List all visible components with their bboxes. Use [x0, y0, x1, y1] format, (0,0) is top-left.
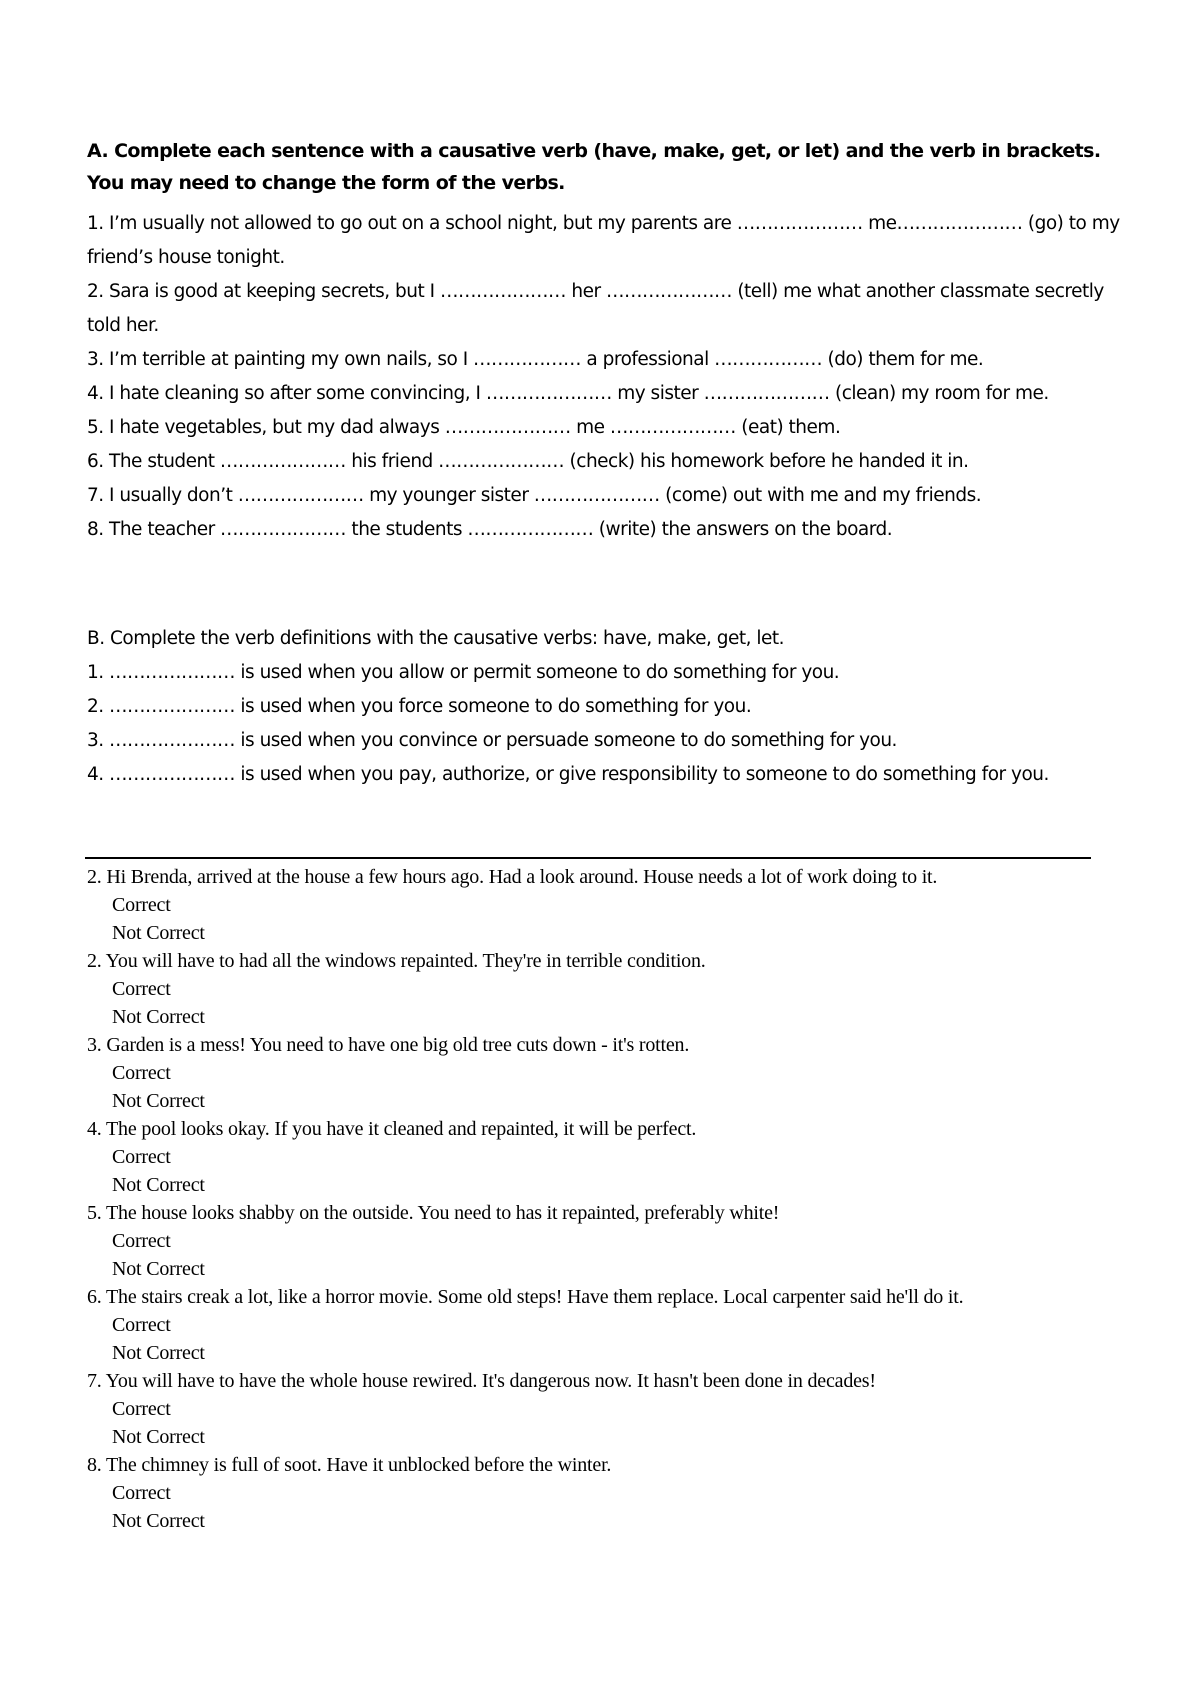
section-a-title-line-1: A. Complete each sentence with a causative verb (have, make, get, or let) and the verb in brackets. — [87, 140, 1101, 162]
option-not-correct[interactable]: Not Correct — [112, 1258, 205, 1280]
option-not-correct[interactable]: Not Correct — [112, 1510, 205, 1532]
section-b-title: B. Complete the verb definitions with the causative verbs: have, make, get, let. — [87, 628, 785, 649]
option-not-correct[interactable]: Not Correct — [112, 1006, 205, 1028]
section-a-question: 2. Sara is good at keeping secrets, but I ………………… her ………………… (tell) me what another classmate secretly told her. — [87, 281, 1104, 336]
option-not-correct[interactable]: Not Correct — [112, 1426, 205, 1448]
option-not-correct[interactable]: Not Correct — [112, 1342, 205, 1364]
quiz-sentence: 2. Hi Brenda, arrived at the house a few hours ago. Had a look around. House needs a lot of work doing to it. — [87, 866, 938, 888]
quiz-sentence: 6. The stairs creak a lot, like a horror movie. Some old steps! Have them replace. Local carpenter said he'll do it. — [87, 1286, 964, 1308]
section-a-question: 6. The student ………………… his friend ………………… (check) his homework before he handed it in. — [87, 451, 969, 472]
section-a-question-list — [87, 207, 1127, 547]
option-correct[interactable]: Correct — [112, 1398, 171, 1420]
option-not-correct[interactable]: Not Correct — [112, 1090, 205, 1112]
quiz-item — [87, 1199, 1107, 1283]
quiz-item — [87, 863, 1107, 947]
quiz-sentence: 8. The chimney is full of soot. Have it unblocked before the winter. — [87, 1454, 612, 1476]
quiz-sentence: 2. You will have to had all the windows repainted. They're in terrible condition. — [87, 950, 706, 972]
section-a-question: 4. I hate cleaning so after some convincing, I ………………… my sister ………………… (clean) my room for me. — [87, 383, 1049, 404]
section-a-question: 5. I hate vegetables, but my dad always ………………… me ………………… (eat) them. — [87, 417, 841, 438]
quiz-item — [87, 1451, 1107, 1535]
section-a-question: 7. I usually don’t ………………… my younger sister ………………… (come) out with me and my friends. — [87, 485, 982, 506]
option-not-correct[interactable]: Not Correct — [112, 1174, 205, 1196]
section-b-definition: 2. ………………… is used when you force someone to do something for you. — [87, 696, 752, 717]
quiz-item — [87, 1031, 1107, 1115]
section-b-definition: 1. ………………… is used when you allow or permit someone to do something for you. — [87, 662, 840, 683]
option-correct[interactable]: Correct — [112, 1230, 171, 1252]
quiz-item — [87, 1283, 1107, 1367]
section-c-quiz — [87, 863, 1107, 1535]
section-a — [87, 135, 1127, 547]
section-b-definition: 3. ………………… is used when you convince or persuade someone to do something for you. — [87, 730, 897, 751]
option-correct[interactable]: Correct — [112, 1146, 171, 1168]
option-correct[interactable]: Correct — [112, 978, 171, 1000]
section-b — [87, 622, 1127, 792]
option-correct[interactable]: Correct — [112, 1314, 171, 1336]
section-divider — [85, 857, 1091, 859]
section-a-question: 1. I’m usually not allowed to go out on a school night, but my parents are ………………… me………………… (go) to my friend’s house tonight. — [87, 213, 1120, 268]
quiz-item — [87, 1367, 1107, 1451]
section-a-title-line-2: You may need to change the form of the verbs. — [87, 172, 565, 194]
quiz-sentence: 3. Garden is a mess! You need to have one big old tree cuts down - it's rotten. — [87, 1034, 690, 1056]
quiz-sentence: 7. You will have to have the whole house rewired. It's dangerous now. It hasn't been done in decades! — [87, 1370, 876, 1392]
quiz-item — [87, 947, 1107, 1031]
quiz-item — [87, 1115, 1107, 1199]
option-correct[interactable]: Correct — [112, 1062, 171, 1084]
option-not-correct[interactable]: Not Correct — [112, 922, 205, 944]
quiz-sentence: 5. The house looks shabby on the outside. You need to has it repainted, preferably white! — [87, 1202, 780, 1224]
section-b-definition: 4. ………………… is used when you pay, authorize, or give responsibility to someone to do something for you. — [87, 764, 1049, 785]
section-a-question: 8. The teacher ………………… the students ………………… (write) the answers on the board. — [87, 519, 893, 540]
option-correct[interactable]: Correct — [112, 1482, 171, 1504]
quiz-sentence: 4. The pool looks okay. If you have it cleaned and repainted, it will be perfect. — [87, 1118, 697, 1140]
section-a-question: 3. I’m terrible at painting my own nails, so I ……………… a professional ……………… (do) them for me. — [87, 349, 984, 370]
option-correct[interactable]: Correct — [112, 894, 171, 916]
